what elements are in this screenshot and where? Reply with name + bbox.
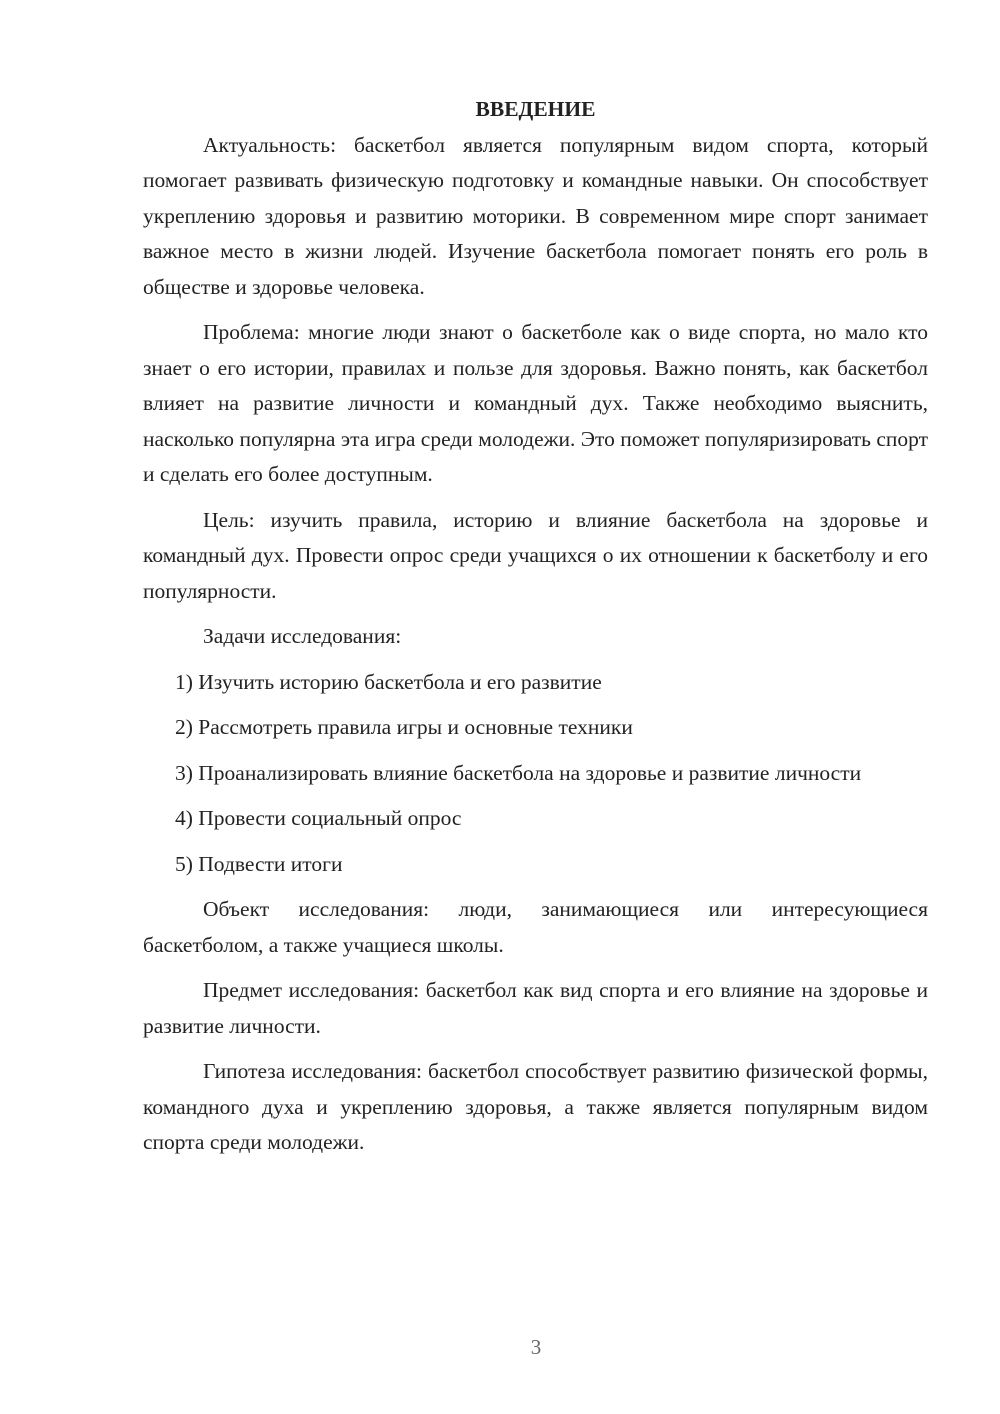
goal-paragraph: Цель: изучить правила, историю и влияние баскетбола на здоровье и командный дух. Провести опрос среди учащихся о их отношении к баскетболу и его популярности. — [143, 507, 928, 603]
page-number: 3 — [530, 1335, 542, 1359]
relevance-paragraph: Актуальность: баскетбол является популярным видом спорта, который помогает развивать физическую подготовку и командные навыки. Он способствует укреплению здоровья и развитию моторики. В современном мире спорт занимает важное место в жизни людей. Изучение баскетбола помогает понять его роль в обществе и здоровье человека. — [143, 132, 928, 299]
document-page — [143, 92, 928, 1171]
tasks-heading: Задачи исследования: — [203, 624, 402, 648]
list-item: 2) Рассмотреть правила игры и основные техники — [175, 715, 633, 739]
list-item: 4) Провести социальный опрос — [175, 806, 462, 830]
hypothesis-paragraph: Гипотеза исследования: баскетбол способствует развитию физической формы, командного духа и укреплению здоровья, а также является популярным видом спорта среди молодежи. — [143, 1059, 928, 1154]
page-title: ВВЕДЕНИЕ — [475, 97, 596, 121]
list-item: 5) Подвести итоги — [175, 851, 343, 876]
tasks-list — [143, 665, 928, 883]
list-item: 1) Изучить историю баскетбола и его развитие — [175, 669, 602, 694]
problem-paragraph: Проблема: многие люди знают о баскетболе как о виде спорта, но мало кто знает о его истории, правилах и пользе для здоровья. Важно понять, как баскетбол влияет на развитие личности и командный дух. Также необходимо выяснить, насколько популярна эта игра среди молодежи. Это поможет популяризировать спорт и сделать его более доступным. — [143, 320, 928, 486]
subject-paragraph: Предмет исследования: баскетбол как вид спорта и его влияние на здоровье и развитие личности. — [143, 978, 928, 1038]
list-item: 3) Проанализировать влияние баскетбола на здоровье и развитие личности — [175, 760, 862, 785]
object-paragraph: Объект исследования: люди, занимающиеся или интересующиеся баскетболом, а также учащиеся школы. — [143, 897, 928, 957]
